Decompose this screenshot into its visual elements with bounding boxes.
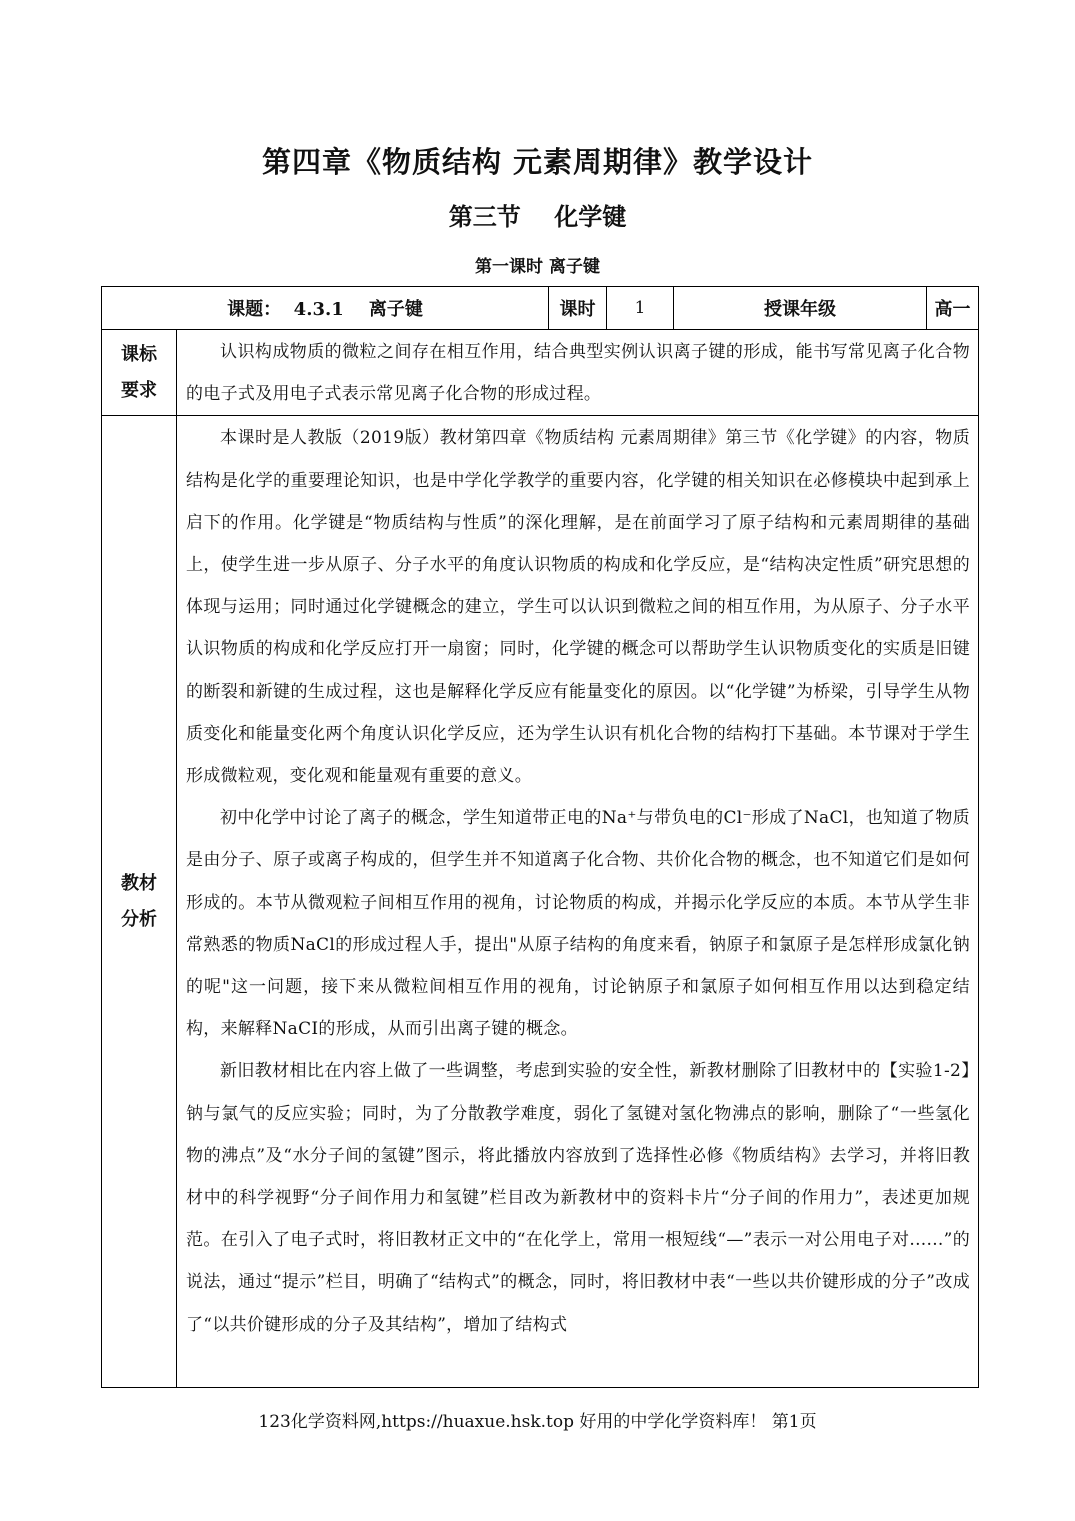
standard-row <box>102 330 979 416</box>
analysis-label-line-1: 教材 <box>121 872 157 894</box>
analysis-row <box>102 416 979 1388</box>
header-row <box>102 287 979 330</box>
grade-value-cell: 高一 <box>927 287 979 330</box>
analysis-label-line-2: 分析 <box>121 908 157 930</box>
section-title: 第三节 化学键 <box>448 202 627 231</box>
standard-label-cell <box>102 330 177 416</box>
grade-label-cell: 授课年级 <box>674 287 927 330</box>
standard-content-cell <box>177 330 979 416</box>
lesson-plan-table <box>101 286 979 1388</box>
document-title: 第四章《物质结构 元素周期律》教学设计 <box>261 145 814 179</box>
page-footer: 123化学资料网,https://huaxue.hsk.top 好用的中学化学资料库！ 第1页 <box>258 1412 817 1432</box>
standard-label-line-2: 要求 <box>121 379 157 401</box>
standard-label-line-1: 课标 <box>121 343 157 365</box>
analysis-paragraph: 本课时是人教版（2019版）教材第四章《物质结构 元素周期律》第三节《化学键》的内容，物质结构是化学的重要理论知识，也是中学化学教学的重要内容，化学键的相关知识在必修模块中起到承上启下的作用。化学键是“物质结构与性质”的深化理解，是在前面学习了原子结构和元素周期律的基础上，使学生进一步从原子、分子水平的角度认识物质的构成和化学反应，是“结构决定性质”研究思想的体现与运用；同时通过化学键概念的建立，学生可以认识到微粒之间的相互作用，为从原子、分子水平认识物质的构成和化学反应打开一扇窗；同时，化学键的概念可以帮助学生认识物质变化的实质是旧键的断裂和新键的生成过程，这也是解释化学反应有能量变化的原因。以“化学键”为桥梁，引导学生从物质变化和能量变化两个角度认识化学反应，还为学生认识有机化合物的结构打下基础。本节课对于学生形成微粒观，变化观和能量观有重要的意义。 <box>186 428 970 787</box>
analysis-label-cell <box>102 416 177 1388</box>
analysis-paragraph: 新旧教材相比在内容上做了一些调整，考虑到实验的安全性，新教材删除了旧教材中的【实验1-2】钠与氯气的反应实验；同时，为了分散教学难度，弱化了氢键对氢化物沸点的影响，删除了“一些氢化物的沸点”及“水分子间的氢键”图示，将此播放内容放到了选择性必修《物质结构》去学习，并将旧教材中的科学视野“分子间作用力和氢键”栏目改为新教材中的资料卡片“分子间的作用力”，表述更加规范。在引入了电子式时，将旧教材正文中的“在化学上，常用一根短线“—”表示一对公用电子对......”的说法，通过“提示”栏目，明确了“结构式”的概念，同时，将旧教材中表“一些以共价键形成的分子”改成了“以共价键形成的分子及其结构”，增加了结构式 <box>186 1061 970 1335</box>
lesson-title: 第一课时 离子键 <box>475 257 600 277</box>
standard-text: 认识构成物质的微粒之间存在相互作用，结合典型实例认识离子键的形成，能书写常见离子化合物的电子式及用电子式表示常见离子化合物的形成过程。 <box>186 342 970 405</box>
hours-label-cell: 课时 <box>549 287 607 330</box>
hours-value-cell: 1 <box>607 287 674 330</box>
topic-cell: 课题： 4.3.1 离子键 <box>102 287 549 330</box>
analysis-content-cell <box>177 416 979 1388</box>
analysis-paragraph: 初中化学中讨论了离子的概念，学生知道带正电的Na⁺与带负电的Cl⁻形成了NaCl，也知道了物质是由分子、原子或离子构成的，但学生并不知道离子化合物、共价化合物的概念，也不知道它们是如何形成的。本节从微观粒子间相互作用的视角，讨论物质的构成，并揭示化学反应的本质。本节从学生非常熟悉的物质NaCl的形成过程人手，提出"从原子结构的角度来看，钠原子和氯原子是怎样形成氯化钠的呢"这一问题，接下来从微粒间相互作用的视角，讨论钠原子和氯原子如何相互作用以达到稳定结构，来解释NaCI的形成，从而引出离子键的概念。 <box>186 808 970 1040</box>
